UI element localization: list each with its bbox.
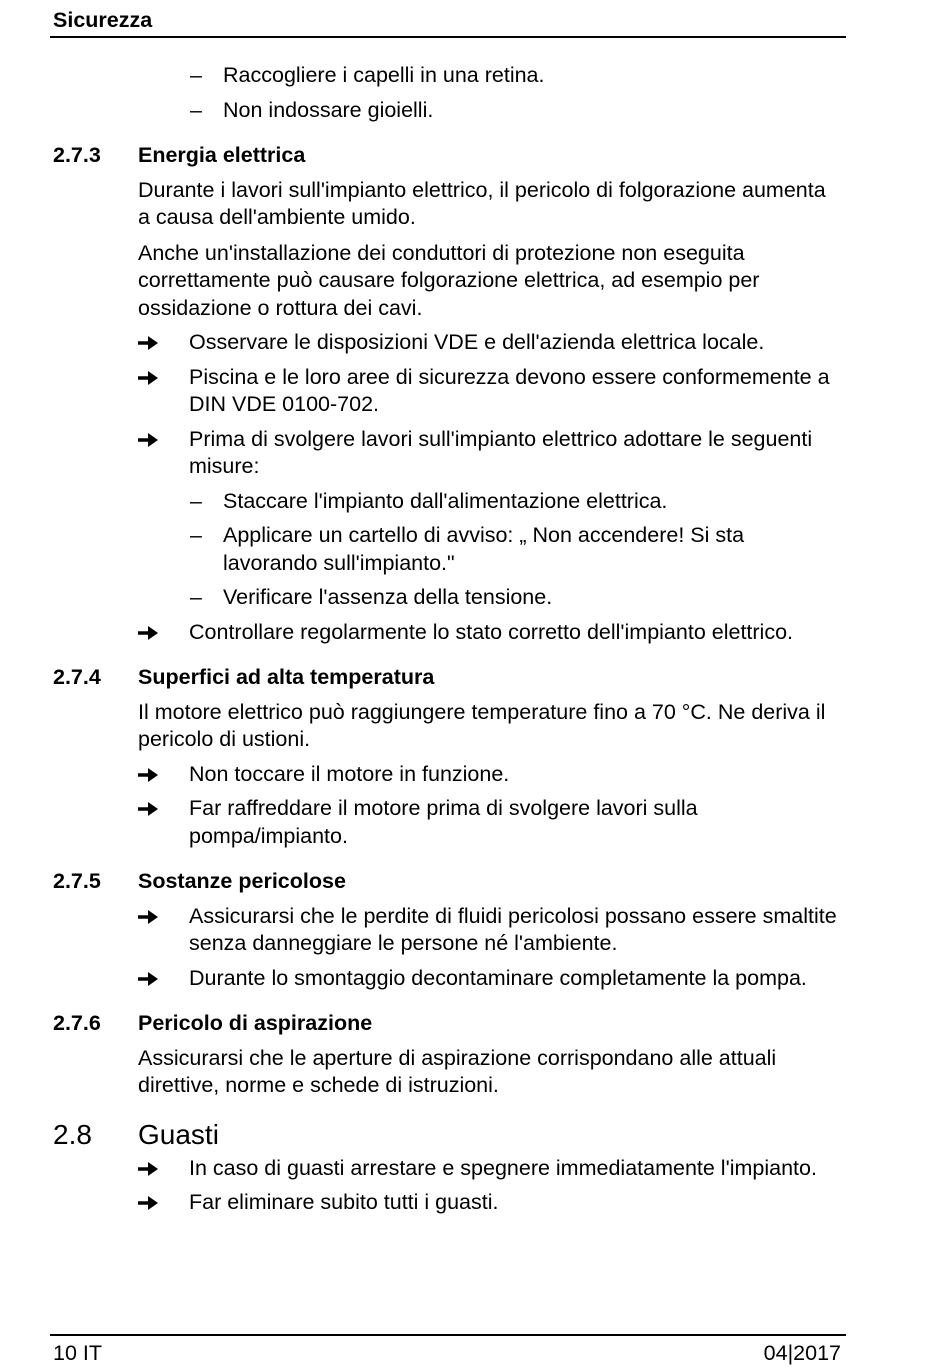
instruction-text: Prima di svolgere lavori sull'impianto elettrico adottare le seguenti misure: bbox=[189, 426, 813, 478]
list-item bbox=[190, 62, 843, 90]
list-item-text: Verificare l'assenza della tensione. bbox=[223, 585, 553, 609]
arrow-bullet-icon bbox=[137, 619, 161, 646]
dash-bullet: – bbox=[190, 523, 202, 547]
dash-bullet: – bbox=[190, 63, 202, 87]
header-rule bbox=[50, 36, 846, 38]
list-item bbox=[190, 97, 843, 125]
list-item-text: Applicare un cartello di avviso: „ Non accendere! Si sta lavorando sull'impianto." bbox=[223, 523, 745, 575]
arrow-bullet-icon bbox=[137, 795, 161, 822]
page-content bbox=[0, 62, 950, 1217]
instruction-text: Assicurarsi che le perdite di fluidi pericolosi possano essere smaltite senza danneggiare le persone né l'ambiente. bbox=[189, 903, 837, 955]
instruction-item bbox=[189, 426, 839, 481]
arrow-bullet-icon bbox=[137, 965, 161, 992]
arrow-bullet-icon bbox=[137, 903, 161, 930]
paragraph: Anche un'installazione dei conduttori di protezione non eseguita correttamente può causare folgorazione elettrica, ad esempio per ossidazione o rottura dei cavi. bbox=[138, 240, 760, 320]
list-item-text: Staccare l'impianto dall'alimentazione elettrica. bbox=[223, 488, 668, 513]
section-heading-275 bbox=[0, 868, 950, 896]
dash-bullet: – bbox=[190, 97, 202, 122]
instruction-text: Controllare regolarmente lo stato corretto dell'impianto elettrico. bbox=[189, 619, 794, 644]
instruction-text: Non toccare il motore in funzione. bbox=[189, 761, 510, 786]
instruction-item bbox=[189, 903, 839, 958]
section-heading-28 bbox=[0, 1118, 950, 1152]
list-item bbox=[190, 584, 843, 612]
instruction-item bbox=[189, 619, 839, 647]
instruction-item bbox=[189, 761, 839, 789]
arrow-bullet-icon bbox=[137, 1189, 161, 1216]
list-item-text: Raccogliere i capelli in una retina. bbox=[223, 63, 545, 87]
section-heading-274 bbox=[0, 664, 950, 692]
section-number: 2.7.5 bbox=[53, 869, 101, 893]
dash-bullet: – bbox=[190, 585, 202, 609]
paragraph: Assicurarsi che le aperture di aspirazione corrispondano alle attuali direttive, norme e schede di istruzioni. bbox=[138, 1045, 777, 1097]
section-heading-276 bbox=[0, 1010, 950, 1038]
instruction-item bbox=[189, 795, 839, 850]
section-title: Superfici ad alta temperatura bbox=[138, 665, 435, 689]
section-title: Energia elettrica bbox=[138, 143, 306, 167]
section-title: Sostanze pericolose bbox=[138, 869, 346, 893]
instruction-item bbox=[189, 1189, 839, 1217]
document-date: 04|2017 bbox=[763, 1341, 841, 1365]
arrow-bullet-icon bbox=[137, 364, 161, 391]
list-item bbox=[190, 522, 843, 577]
instruction-item bbox=[189, 364, 839, 419]
instruction-text: Osservare le disposizioni VDE e dell'azienda elettrica locale. bbox=[189, 330, 765, 354]
paragraph: Durante i lavori sull'impianto elettrico, il pericolo di folgorazione aumenta a causa dell'ambiente umido. bbox=[138, 177, 826, 229]
instruction-text: In caso di guasti arrestare e spegnere immediatamente l'impianto. bbox=[189, 1155, 817, 1180]
section-number: 2.7.3 bbox=[53, 143, 101, 167]
instruction-text: Piscina e le loro aree di sicurezza devono essere conformemente a DIN VDE 0100-702. bbox=[189, 364, 830, 416]
dash-bullet: – bbox=[190, 488, 202, 513]
section-number: 2.7.4 bbox=[53, 665, 101, 689]
arrow-bullet-icon bbox=[137, 426, 161, 453]
instruction-item bbox=[189, 1155, 839, 1183]
instruction-text: Durante lo smontaggio decontaminare completamente la pompa. bbox=[189, 965, 807, 990]
section-heading-273 bbox=[0, 142, 950, 170]
page-number: 10 IT bbox=[53, 1341, 102, 1365]
instruction-text: Far eliminare subito tutti i guasti. bbox=[189, 1190, 499, 1214]
footer-rule bbox=[50, 1334, 846, 1336]
page-header-title: Sicurezza bbox=[53, 8, 153, 32]
instruction-item bbox=[189, 329, 839, 357]
section-title: Guasti bbox=[138, 1118, 219, 1150]
list-item bbox=[190, 488, 843, 516]
instruction-text: Far raffreddare il motore prima di svolgere lavori sulla pompa/impianto. bbox=[189, 796, 698, 848]
arrow-bullet-icon bbox=[137, 761, 161, 788]
section-number: 2.8 bbox=[53, 1118, 92, 1150]
arrow-bullet-icon bbox=[137, 329, 161, 356]
section-title: Pericolo di aspirazione bbox=[138, 1011, 373, 1035]
section-number: 2.7.6 bbox=[53, 1011, 101, 1035]
instruction-item bbox=[189, 965, 839, 993]
paragraph: Il motore elettrico può raggiungere temperature fino a 70 °C. Ne deriva il pericolo di ustioni. bbox=[138, 699, 826, 751]
arrow-bullet-icon bbox=[137, 1155, 161, 1182]
list-item-text: Non indossare gioielli. bbox=[223, 97, 434, 122]
